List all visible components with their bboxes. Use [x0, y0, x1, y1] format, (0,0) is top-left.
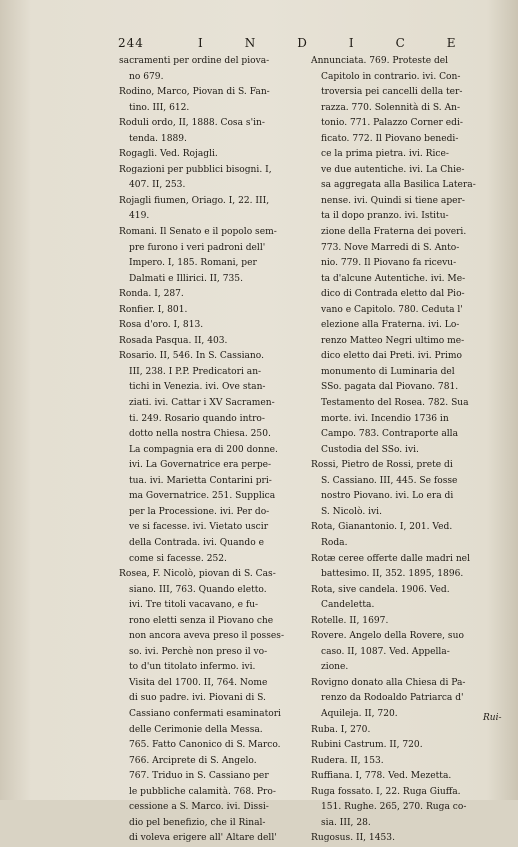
- index-line: Ruffiana. I, 778. Ved. Mezetta.: [311, 771, 452, 782]
- index-line: Rota, Gianantonio. I, 201. Ved.: [311, 522, 453, 533]
- index-line: so. ivi. Perchè non preso il vo-: [129, 646, 268, 657]
- index-line: 767. Triduo in S. Cassiano per: [129, 771, 269, 782]
- index-line: S. Cassiano. III, 445. Se fosse: [321, 475, 458, 486]
- index-line: battesimo. II, 352. 1895, 1896.: [321, 569, 464, 580]
- index-column-left: [119, 54, 305, 847]
- index-line: nense. ivi. Quindi si tiene aper-: [321, 195, 465, 206]
- index-line: Aquileja. II, 720.: [321, 708, 398, 719]
- index-line: no 679.: [129, 71, 164, 82]
- index-line: 765. Fatto Canonico di S. Marco.: [129, 740, 281, 751]
- index-line: Ruba. I, 270.: [311, 724, 371, 735]
- index-line: III, 238. I P.P. Predicatori an-: [129, 366, 262, 377]
- index-line: rono eletti senza il Piovano che: [129, 615, 274, 626]
- index-line: Rugosus. II, 1453.: [311, 833, 395, 844]
- index-line: ziati. ivi. Cattar i XV Sacramen-: [129, 398, 275, 409]
- index-line: ivi. Tre titoli vacavano, e fu-: [129, 600, 259, 611]
- index-line: dico eletto dai Preti. ivi. Primo: [321, 351, 462, 362]
- index-line: Visita del 1700. II, 764. Nome: [129, 677, 268, 688]
- index-line: nio. 779. Il Piovano fa ricevu-: [321, 258, 457, 269]
- index-line: to d'un titolato infermo. ivi.: [129, 662, 256, 673]
- index-line: 766. Arciprete di S. Angelo.: [129, 755, 257, 766]
- catchword: Rui-: [483, 713, 502, 723]
- index-line: Rosario. II, 546. In S. Cassiano.: [119, 351, 264, 362]
- index-line: La compagnia era di 200 donne.: [129, 444, 278, 455]
- index-line: ta il dopo pranzo. ivi. Istitu-: [321, 211, 449, 222]
- index-line: 773. Nove Marredi di S. Anto-: [321, 242, 460, 253]
- index-line: monumento di Luminaria del: [321, 366, 455, 377]
- index-line: 407. II, 253.: [129, 180, 186, 191]
- index-line: ti. 249. Rosario quando intro-: [129, 413, 265, 424]
- index-line: Custodia del SSo. ivi.: [321, 444, 419, 455]
- index-line: Ronda. I, 287.: [119, 289, 184, 300]
- index-line: tenda. 1889.: [129, 133, 187, 144]
- index-line: troversia pei cancelli della ter-: [321, 87, 463, 98]
- index-line: tonio. 771. Palazzo Corner edi-: [321, 118, 463, 129]
- index-line: Capitolo in contrario. ivi. Con-: [321, 71, 461, 82]
- index-line: Rosada Pasqua. II, 403.: [119, 335, 228, 346]
- index-line: Cassiano confermati esaminatori: [129, 708, 281, 719]
- index-line: le pubbliche calamità. 768. Pro-: [129, 786, 276, 797]
- index-line: Rovigno donato alla Chiesa di Pa-: [311, 677, 466, 688]
- index-line: Rojagli fiumen, Oriago. I, 22. III,: [119, 195, 270, 206]
- index-line: Rossi, Pietro de Rossi, prete di: [311, 460, 453, 471]
- index-line: della Contrada. ivi. Quando e: [129, 537, 264, 548]
- index-line: Rotelle. II, 1697.: [311, 615, 389, 626]
- index-line: Rovere. Angelo della Rovere, suo: [311, 631, 464, 642]
- index-line: Rudera. II, 153.: [311, 755, 384, 766]
- index-line: zione.: [321, 662, 349, 673]
- index-line: Rodino, Marco, Piovan di S. Fan-: [119, 87, 270, 98]
- index-line: ce la prima pietra. ivi. Rice-: [321, 149, 449, 160]
- index-line: Ronfier. I, 801.: [119, 304, 188, 315]
- index-line: Candeletta.: [321, 600, 375, 611]
- index-line: Impero. I, 185. Romani, per: [129, 258, 257, 269]
- index-line: elezione alla Fraterna. ivi. Lo-: [321, 320, 460, 331]
- index-line: Romani. Il Senato e il popolo sem-: [119, 227, 277, 238]
- index-line: Annunciata. 769. Proteste del: [311, 56, 449, 66]
- index-line: vano e Capitolo. 780. Ceduta l': [321, 304, 463, 315]
- index-line: Rogazioni per pubblici bisogni. I,: [119, 164, 272, 175]
- index-line: 151. Rughe. 265, 270. Ruga co-: [321, 802, 467, 813]
- index-line: Rogagli. Ved. Rojagli.: [119, 149, 218, 160]
- index-line: come si facesse. 252.: [129, 553, 227, 564]
- index-line: dio pel benefizio, che il Rinal-: [129, 817, 266, 828]
- index-line: Rosa d'oro. I, 813.: [119, 320, 204, 331]
- index-line: cessione a S. Marco. ivi. Dissi-: [129, 802, 269, 813]
- index-line: Ruga fossato. I, 22. Ruga Giuffa.: [311, 786, 461, 797]
- index-line: 419.: [129, 211, 150, 222]
- index-line: renzo Matteo Negri ultimo me-: [321, 335, 465, 346]
- running-title: INDICE: [198, 36, 498, 50]
- index-line: per la Processione. ivi. Per do-: [129, 506, 270, 517]
- index-line: ficato. 772. Il Piovano benedi-: [321, 133, 459, 144]
- index-line: renzo da Rodoaldo Patriarca d': [321, 693, 464, 704]
- index-line: tichi in Venezia. ivi. Ove stan-: [129, 382, 266, 393]
- index-column-right: [311, 54, 503, 847]
- page-number: 244: [118, 36, 144, 50]
- index-line: ma Governatrice. 251. Supplica: [129, 491, 276, 502]
- index-line: sacramenti per ordine del piova-: [119, 56, 270, 66]
- index-line: Campo. 783. Contraporte alla: [321, 429, 459, 440]
- index-line: dico di Contrada eletto dal Pio-: [321, 289, 465, 300]
- index-line: ve si facesse. ivi. Vietato uscir: [129, 522, 269, 533]
- index-line: sia. III, 28.: [321, 817, 371, 828]
- index-line: pre furono i veri padroni dell': [129, 242, 266, 253]
- index-line: sa aggregata alla Basilica Latera-: [321, 180, 476, 191]
- index-line: delle Cerimonie della Messa.: [129, 724, 263, 735]
- index-line: ivi. La Governatrice era perpe-: [129, 460, 272, 471]
- index-line: Rubini Castrum. II, 720.: [311, 740, 423, 751]
- index-line: di voleva erigere all' Altare dell': [129, 833, 277, 844]
- index-line: razza. 770. Solennità di S. An-: [321, 102, 461, 113]
- index-line: non ancora aveva preso il posses-: [129, 631, 285, 642]
- index-line: tino. III, 612.: [129, 102, 190, 113]
- index-line: Dalmati e Illirici. II, 735.: [129, 273, 243, 284]
- index-line: morte. ivi. Incendio 1736 in: [321, 413, 449, 424]
- index-line: S. Nicolò. ivi.: [321, 506, 382, 517]
- index-line: nostro Piovano. ivi. Lo era di: [321, 491, 454, 502]
- index-line: ve due autentiche. ivi. La Chie-: [321, 164, 465, 175]
- index-line: di suo padre. ivi. Piovani di S.: [129, 693, 266, 704]
- index-line: ta d'alcune Autentiche. ivi. Me-: [321, 273, 466, 284]
- index-line: SSo. pagata dal Piovano. 781.: [321, 382, 459, 393]
- index-line: Rotæ ceree offerte dalle madri nel: [311, 553, 470, 564]
- index-line: Roduli ordo, II, 1888. Cosa s'in-: [119, 118, 265, 129]
- index-line: zione della Fraterna dei poveri.: [321, 227, 467, 238]
- index-line: dotto nella nostra Chiesa. 250.: [129, 429, 271, 440]
- index-line: tua. ivi. Marietta Contarini pri-: [129, 475, 272, 486]
- index-line: Rosea, F. Nicolò, piovan di S. Cas-: [119, 569, 276, 580]
- index-line: Rota, sive candela. 1906. Ved.: [311, 584, 450, 595]
- index-line: Roda.: [321, 537, 348, 548]
- index-line: siano. III, 763. Quando eletto.: [129, 584, 267, 595]
- index-line: Testamento del Rosea. 782. Sua: [321, 398, 469, 409]
- index-line: caso. II, 1087. Ved. Appella-: [321, 646, 450, 657]
